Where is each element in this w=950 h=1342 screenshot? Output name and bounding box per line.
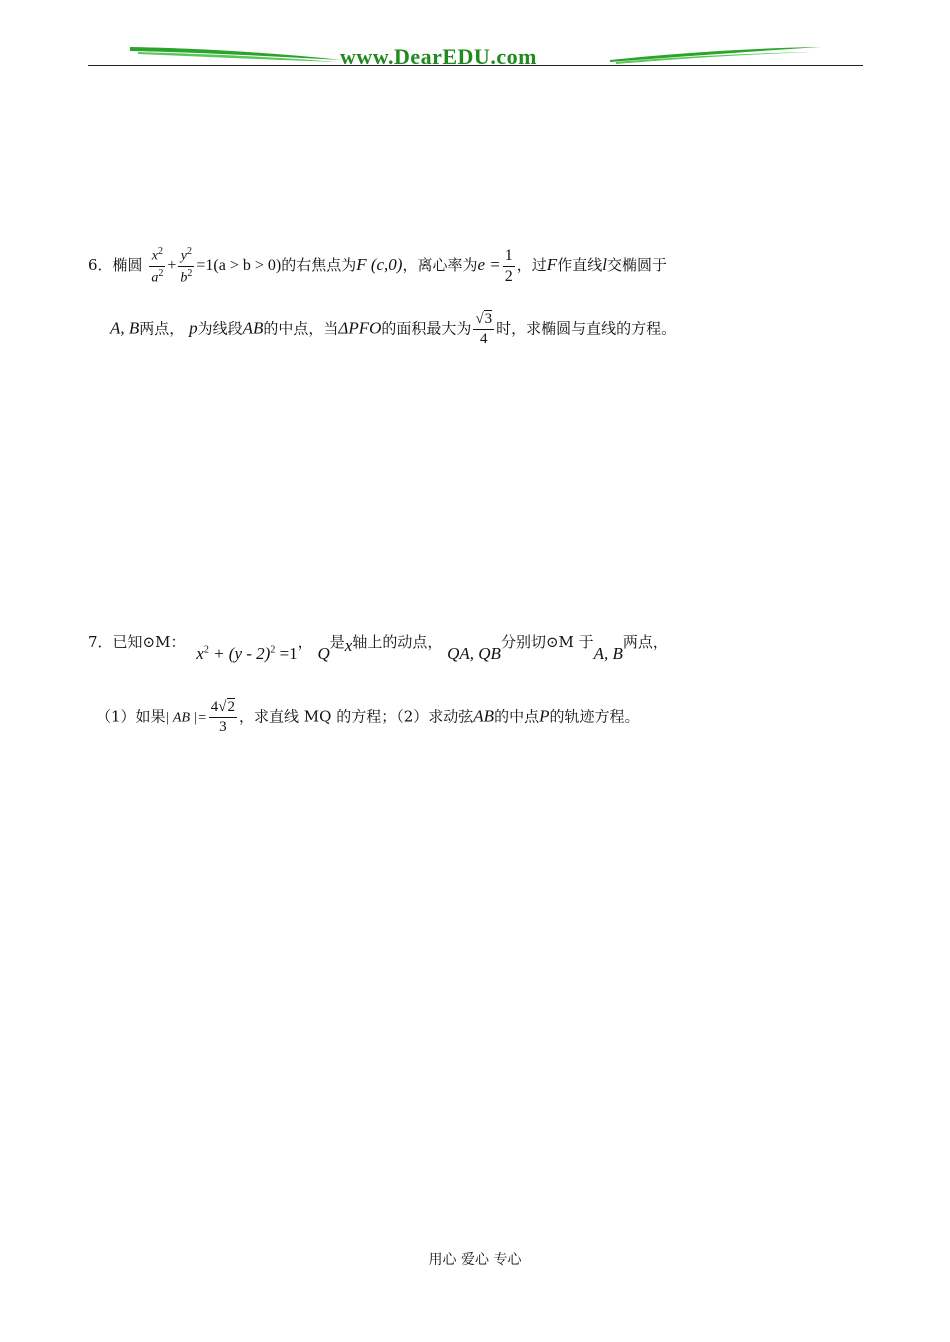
problem-6-number: 6． [88,256,113,275]
page-footer: 用心 爱心 专心 [428,1252,522,1268]
ellipse-term-x: $\frac{x^2}{a^2}$ [151,246,164,286]
problem-7-line-1: 7．已知⊙M： $x^2 + (y - 2)^2 =1$， Q是x轴上的动点， QA, QB分别切⊙M 于A, B两点， [88,633,668,663]
focus-point: F (c,0) [356,255,403,275]
site-logo: www.DearEDU.com [340,44,537,69]
eccentricity-fraction: $\frac{1}{2}$ [504,246,513,285]
circle-equation: $x^2 + (y - 2)^2 =1$ [196,644,298,663]
max-area-fraction: $\frac{√3}{4}$ [475,311,493,347]
problem-7-number: 7． [88,633,113,651]
part-2-label: （2）求动弦 [396,707,474,726]
chord-length-fraction: $\frac{4√2}{3}$ [210,699,236,735]
ellipse-condition: =1(a > b > 0) [196,257,282,275]
header-rule [88,65,863,66]
ellipse-term-y: $\frac{y^2}{b^2}$ [180,246,193,286]
problem-7-line-2: （1）如果| AB |= $\frac{4√2}{3}$ ，求直线 MQ 的方程；（2）求动弦AB的中点P的轨迹方程。 [96,699,640,735]
problem-6-line-1: 6．椭圆 $\frac{x^2}{a^2}$ + $\frac{y^2}{b^2}$ =1(a > b > 0)的右焦点为F (c,0)，离心率为e = $\frac{1}{2}$ ，过F作直线l交椭圆于 [88,246,667,286]
triangle-pfo: ΔPFO [338,318,382,338]
part-1-label: （1）如果 [96,707,166,726]
problem-6-line-2: A, B两点， p为线段AB的中点，当ΔPFO的面积最大为 $\frac{√3}{4}$ 时，求椭圆与直线的方程。 [110,311,677,347]
